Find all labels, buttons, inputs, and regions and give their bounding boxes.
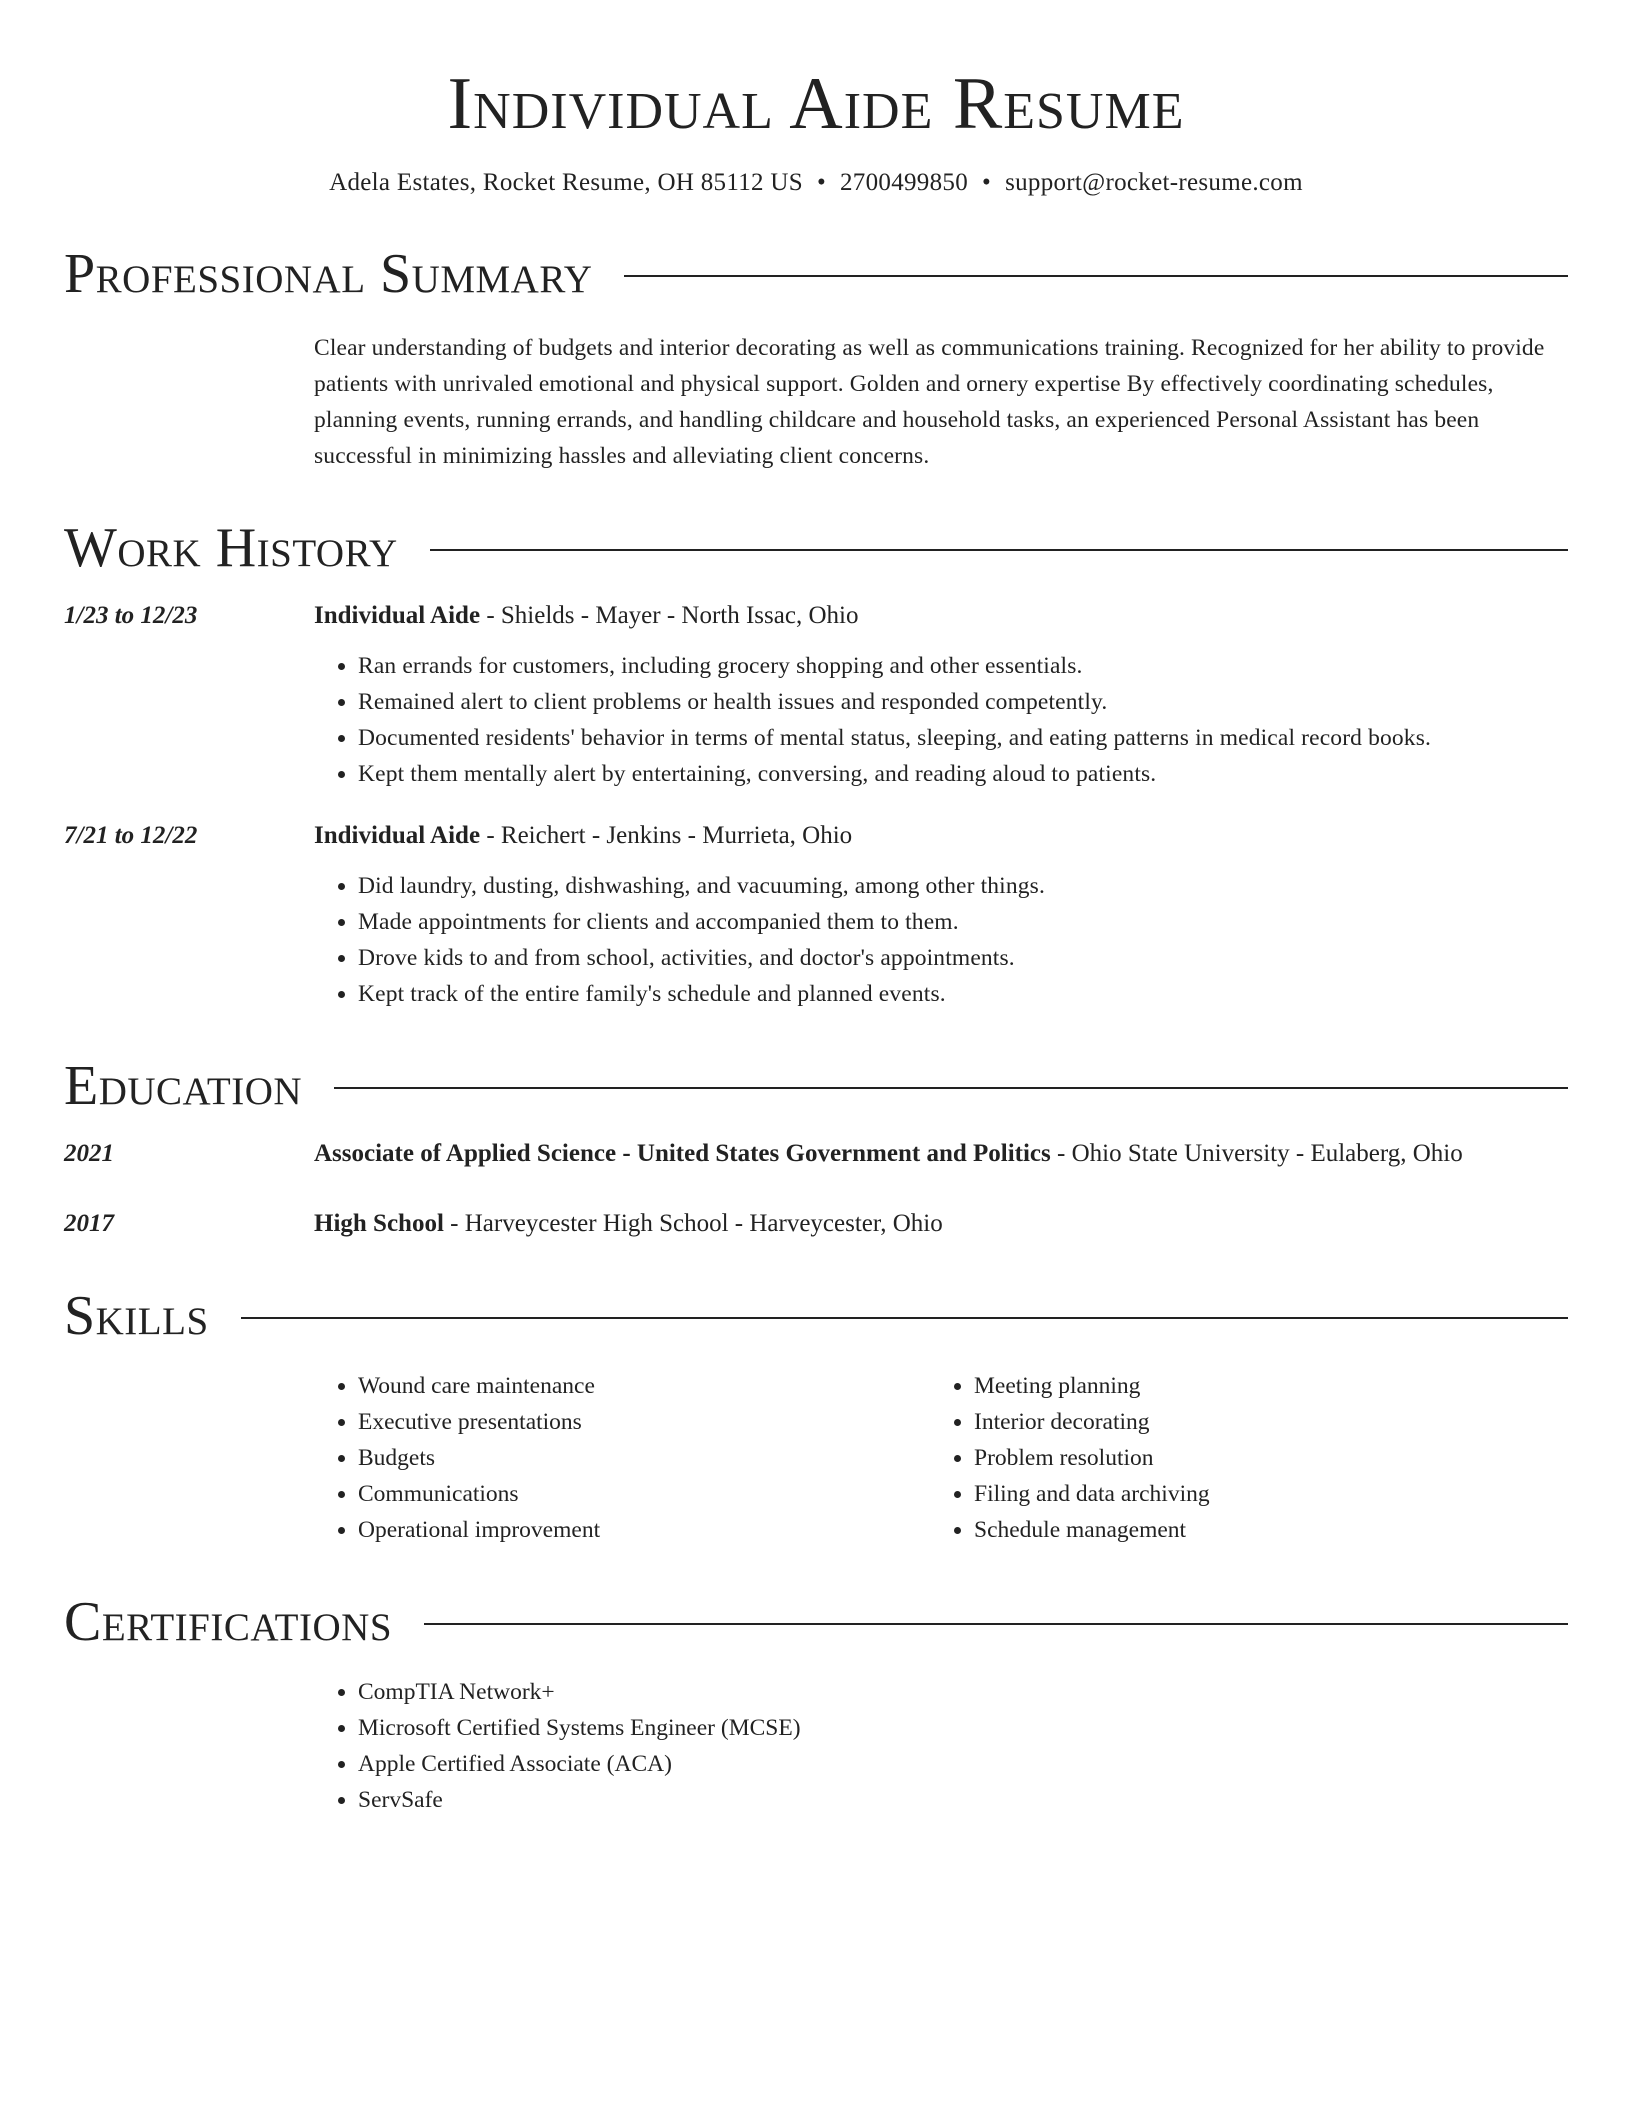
certifications-heading: Certifications (64, 1591, 393, 1653)
skills-section-header (64, 1284, 1568, 1348)
contact-address: Adela Estates, Rocket Resume, OH 85112 US (329, 169, 803, 196)
certification-item: • ServSafe (358, 1782, 1568, 1818)
contact-phone: 2700499850 (840, 169, 968, 196)
education-year: 2017 (64, 1210, 114, 1237)
separator-dot: • (982, 169, 992, 196)
job-bullet: • Ran errands for customers, including grocery shopping and other essentials. (358, 648, 1568, 684)
skills-heading: Skills (64, 1285, 209, 1347)
job-bullet: • Kept track of the entire family's schedule and planned events. (358, 976, 1568, 1012)
job-header (64, 598, 1568, 634)
job-bullets (314, 648, 1568, 792)
certification-item: • Apple Certified Associate (ACA) (358, 1746, 1568, 1782)
job-bullet: • Did laundry, dusting, dishwashing, and vacuuming, among other things. (358, 868, 1568, 904)
skill-item: • Interior decorating (974, 1404, 1546, 1440)
education-details: - Harveycester High School - Harveycester, Ohio (443, 1210, 943, 1237)
skill-item: • Budgets (358, 1440, 930, 1476)
job-dates: 1/23 to 12/23 (64, 602, 198, 629)
job-entry (64, 598, 1568, 792)
skill-item: • Meeting planning (974, 1368, 1546, 1404)
job-details: - Reichert - Jenkins - Murrieta, Ohio (480, 822, 853, 849)
job-bullet: • Documented residents' behavior in terms of mental status, sleeping, and eating patterns in medical record books. (358, 720, 1568, 756)
section-divider (241, 1317, 1568, 1319)
job-entry (64, 818, 1568, 1012)
job-header (64, 818, 1568, 854)
skill-item: • Executive presentations (358, 1404, 930, 1440)
work-heading: Work History (64, 517, 398, 579)
summary-text: Clear understanding of budgets and interior decorating as well as communications training. Recognized for her ability to provide patients with unrivaled emotional and physical support. Golden and ornery expertise By effectively coordinating schedules, planning events, running errands, and handling childcare and household tasks, an experienced Personal Assistant has been successful in minimizing hassles and alleviating client concerns. (314, 335, 1545, 469)
skill-item: • Schedule management (974, 1512, 1546, 1548)
certifications-section-header (64, 1590, 1568, 1654)
education-line (314, 1136, 1568, 1172)
education-heading: Education (64, 1055, 303, 1117)
job-bullet: • Kept them mentally alert by entertaining, conversing, and reading aloud to patients. (358, 756, 1568, 792)
skills-list-left (314, 1368, 930, 1548)
section-divider (624, 275, 1568, 277)
summary-heading: Professional Summary (64, 243, 593, 305)
certification-item: • CompTIA Network+ (358, 1674, 1568, 1710)
skill-item: • Wound care maintenance (358, 1368, 930, 1404)
job-title: Individual Aide (314, 822, 481, 849)
skill-item: • Problem resolution (974, 1440, 1546, 1476)
section-divider (424, 1623, 1568, 1625)
contact-line (64, 166, 1568, 200)
job-bullet: • Drove kids to and from school, activities, and doctor's appointments. (358, 940, 1568, 976)
resume-title: Individual Aide Resume (447, 63, 1185, 145)
summary-section-header (64, 242, 1568, 306)
certifications-list (314, 1674, 1568, 1818)
education-entry (64, 1206, 1568, 1242)
education-section-header (64, 1054, 1568, 1118)
job-bullets-wrap (314, 868, 1568, 1012)
contact-email: support@rocket-resume.com (1005, 169, 1303, 196)
education-line (314, 1206, 1568, 1242)
job-bullet: • Remained alert to client problems or health issues and responded competently. (358, 684, 1568, 720)
skills-columns (314, 1368, 1568, 1548)
education-year: 2021 (64, 1140, 114, 1167)
job-bullet: • Made appointments for clients and accompanied them to them. (358, 904, 1568, 940)
job-bullets (314, 868, 1568, 1012)
skill-item: • Filing and data archiving (974, 1476, 1546, 1512)
skills-list-right (930, 1368, 1546, 1548)
education-degree: Associate of Applied Science - United States Government and Politics (314, 1140, 1051, 1167)
skill-item: • Communications (358, 1476, 930, 1512)
education-degree: High School (314, 1210, 444, 1237)
work-section-header (64, 516, 1568, 580)
certification-item: • Microsoft Certified Systems Engineer (MCSE) (358, 1710, 1568, 1746)
job-title-line (314, 598, 1568, 634)
job-title-line (314, 818, 1568, 854)
education-entry (64, 1136, 1568, 1172)
certifications-block (314, 1674, 1568, 1818)
job-details: - Shields - Mayer - North Issac, Ohio (480, 602, 859, 629)
section-divider (334, 1087, 1568, 1089)
job-dates: 7/21 to 12/22 (64, 822, 198, 849)
separator-dot: • (816, 169, 826, 196)
job-title: Individual Aide (314, 602, 481, 629)
education-details: - Ohio State University - Eulaberg, Ohio (1050, 1140, 1463, 1167)
skill-item: • Operational improvement (358, 1512, 930, 1548)
section-divider (430, 549, 1568, 551)
job-bullets-wrap (314, 648, 1568, 792)
